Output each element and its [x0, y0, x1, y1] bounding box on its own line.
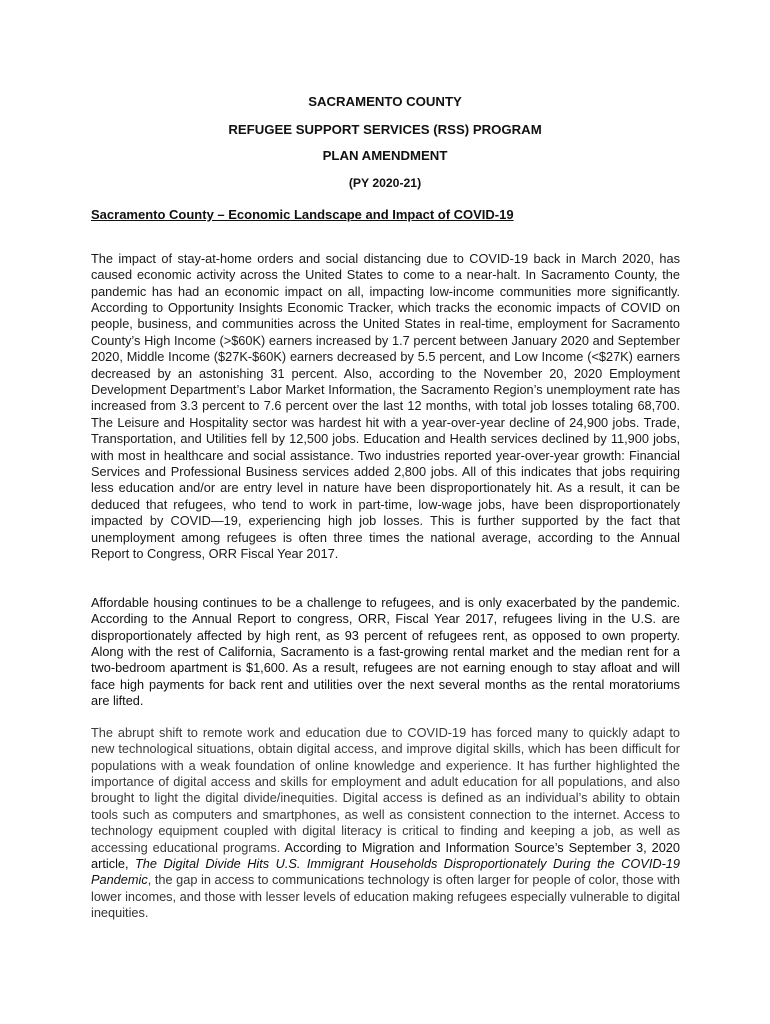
digital-divide-tail-text: , the gap in access to communications technology is often larger for people of color, those with lower incomes, and those with lesser levels of education making refugees especially vulnerable to digital inequities. — [91, 872, 680, 921]
paragraph-digital-divide — [91, 725, 680, 922]
section-heading: Sacramento County – Economic Landscape and Impact of COVID-19 — [91, 207, 514, 222]
citation-lead-text: According to Migration and Information Source’s September 3, 2020 article, — [91, 839, 680, 871]
header-program: REFUGEE SUPPORT SERVICES (RSS) PROGRAM — [228, 122, 542, 137]
header-plan-amendment: PLAN AMENDMENT — [322, 148, 448, 163]
paragraph-affordable-housing: Affordable housing continues to be a challenge to refugees, and is only exacerbated by the pandemic. According to the Annual Report to congress, ORR, Fiscal Year 2017, refugees living in the U.S. are disproportionately affected by high rent, as 93 percent of refugees rent, as opposed to own property. Along with the rest of California, Sacramento is a fast-growing rental market and the median rent for a two-bedroom apartment is $1,600. As a result, refugees are not earning enough to stay afloat and will face high payments for back rent and utilities over the next several months as the rental moratoriums are lifted. — [91, 594, 680, 709]
paragraph-economic-impact: The impact of stay-at-home orders and social distancing due to COVID-19 back in March 2020, has caused economic activity across the United States to come to a near-halt. In Sacramento County, the pandemic has had an economic impact on all, impacting low-income communities more significantly. According to Opportunity Insights Economic Tracker, which tracks the economic impacts of COVID on people, business, and communities across the United States in real-time, employment for Sacramento County’s High Income (>$60K) earners increased by 1.7 percent between January 2020 and September 2020, Middle Income ($27K-$60K) earners decreased by 5.5 percent, and Low Income (<$27K) earners decreased by an astonishing 31 percent. Also, according to the November 20, 2020 Employment Development Department’s Labor Market Information, the Sacramento Region’s unemployment rate has increased from 3.3 percent to 7.6 percent over the last 12 months, with total job losses totaling 68,700. The Leisure and Hospitality sector was hardest hit with a year-over-year decline of 24,900 jobs. Trade, Transportation, and Utilities fell by 12,500 jobs. Education and Health services declined by 11,900 jobs, with most in healthcare and social assistance. Two industries reported year-over-year growth: Financial Services and Professional Business services added 2,800 jobs. All of this indicates that jobs requiring less education and/or are entry level in nature have been disproportionately hit. As a result, it can be deduced that refugees, who tend to work in part-time, low-wage jobs, have been disproportionately impacted by COVID—19, experiencing high job losses. This is further supported by the fact that unemployment among refugees is often three times the national average, according to the Annual Report to Congress, ORR Fiscal Year 2017. — [91, 250, 680, 562]
digital-divide-lead-text: The abrupt shift to remote work and education due to COVID-19 has forced many to quickly adapt to new technological situations, obtain digital access, and improve digital skills, which has been difficult for populations with a weak foundation of online knowledge and experience. It has further highlighted the importance of digital access and skills for employment and adult education for all populations, and also brought to light the digital divide/inequities. Digital access is defined as an individual’s ability to obtain tools such as computers and smartphones, as well as consistent connection to the internet. Access to technology equipment coupled with digital literacy is critical to finding and keeping a job, as well as accessing educational programs. — [91, 724, 680, 855]
header-county: SACRAMENTO COUNTY — [308, 94, 462, 109]
citation-article-title: The Digital Divide Hits U.S. Immigrant Households Disproportionately During the COVID-19 Pandemic — [91, 856, 680, 888]
header-program-year: (PY 2020-21) — [348, 176, 422, 190]
